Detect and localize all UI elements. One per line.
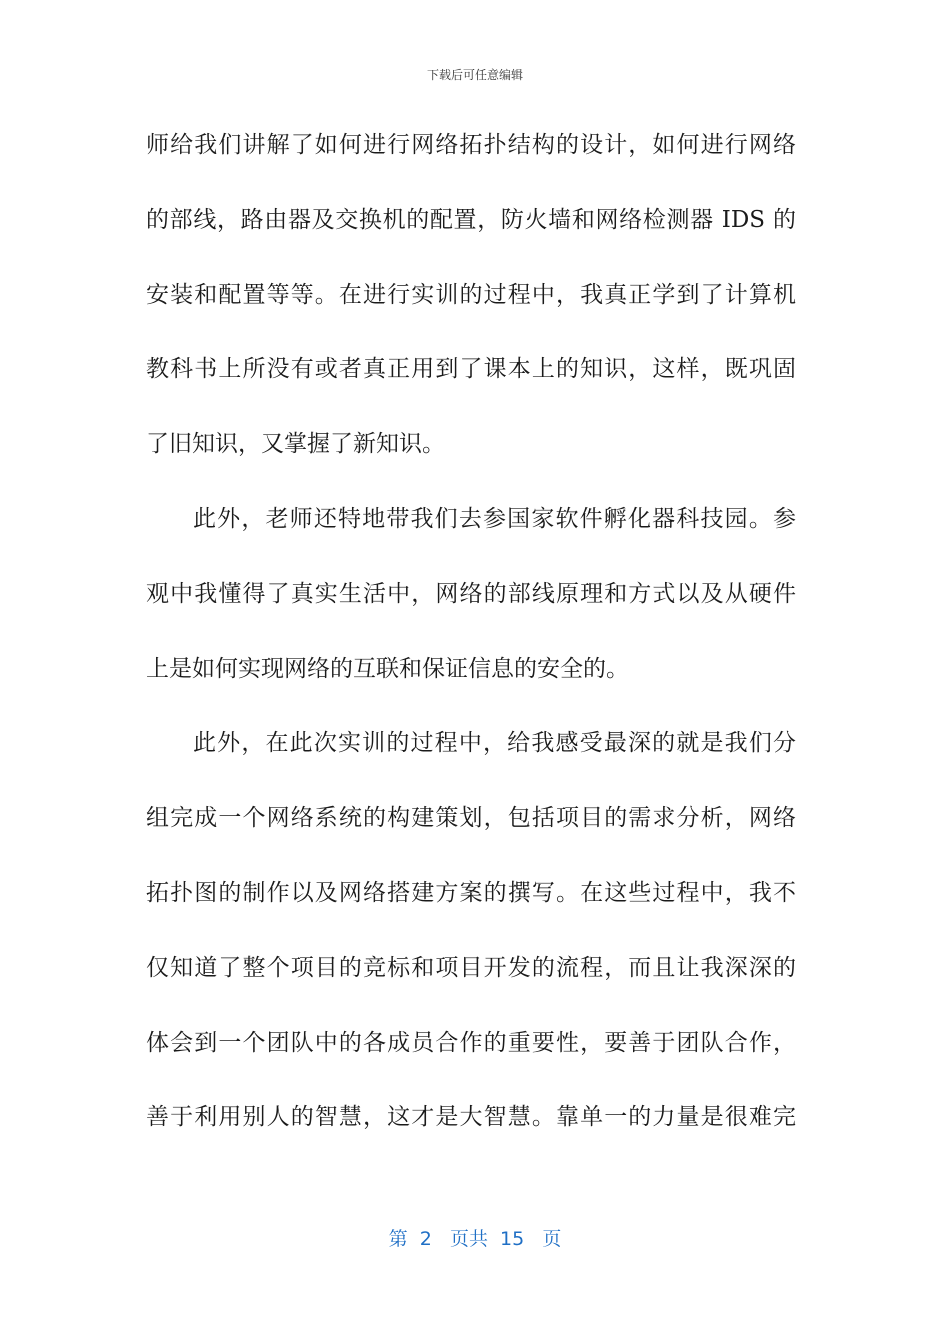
text-line: 拓扑图的制作以及网络搭建方案的撰写。在这些过程中，我不 <box>146 879 796 906</box>
text-line: 观中我懂得了真实生活中，网络的部线原理和方式以及从硬件 <box>146 580 796 607</box>
page-footer <box>0 1224 950 1251</box>
footer-middle: 页共 <box>449 1228 488 1250</box>
text-line: 体会到一个团队中的各成员合作的重要性，要善于团队合作， <box>146 1029 796 1056</box>
text-line: 师给我们讲解了如何进行网络拓扑结构的设计，如何进行网络 <box>146 132 796 158</box>
text-line: 上是如何实现网络的互联和保证信息的安全的。 <box>146 655 629 682</box>
text-line: 教科书上所没有或者真正用到了课本上的知识，这样，既巩固 <box>146 356 796 383</box>
text-line: 善于利用别人的智慧，这才是大智慧。靠单一的力量是很难完 <box>146 1104 796 1131</box>
footer-suffix: 页 <box>542 1228 562 1250</box>
footer-prefix: 第 <box>388 1228 408 1250</box>
text-line: 仅知道了整个项目的竞标和项目开发的流程，而且让我深深的 <box>146 954 796 981</box>
document-body <box>146 112 796 1159</box>
paragraph-first-line: 此外，老师还特地带我们去参国家软件孵化器科技园。参 <box>193 505 796 532</box>
text-line: 组完成一个网络系统的构建策划，包括项目的需求分析，网络 <box>146 805 796 832</box>
page-header: 下载后可任意编辑 <box>426 68 523 82</box>
text-line: 安装和配置等等。在进行实训的过程中，我真正学到了计算机 <box>146 281 796 308</box>
total-pages-number: 15 <box>500 1228 525 1250</box>
text-line: 的部线，路由器及交换机的配置，防火墙和网络检测器 IDS 的 <box>146 206 796 233</box>
text-line: 了旧知识，又掌握了新知识。 <box>146 431 445 458</box>
paragraph-first-line: 此外，在此次实训的过程中，给我感受最深的就是我们分 <box>193 730 796 757</box>
current-page-number: 2 <box>419 1228 432 1250</box>
